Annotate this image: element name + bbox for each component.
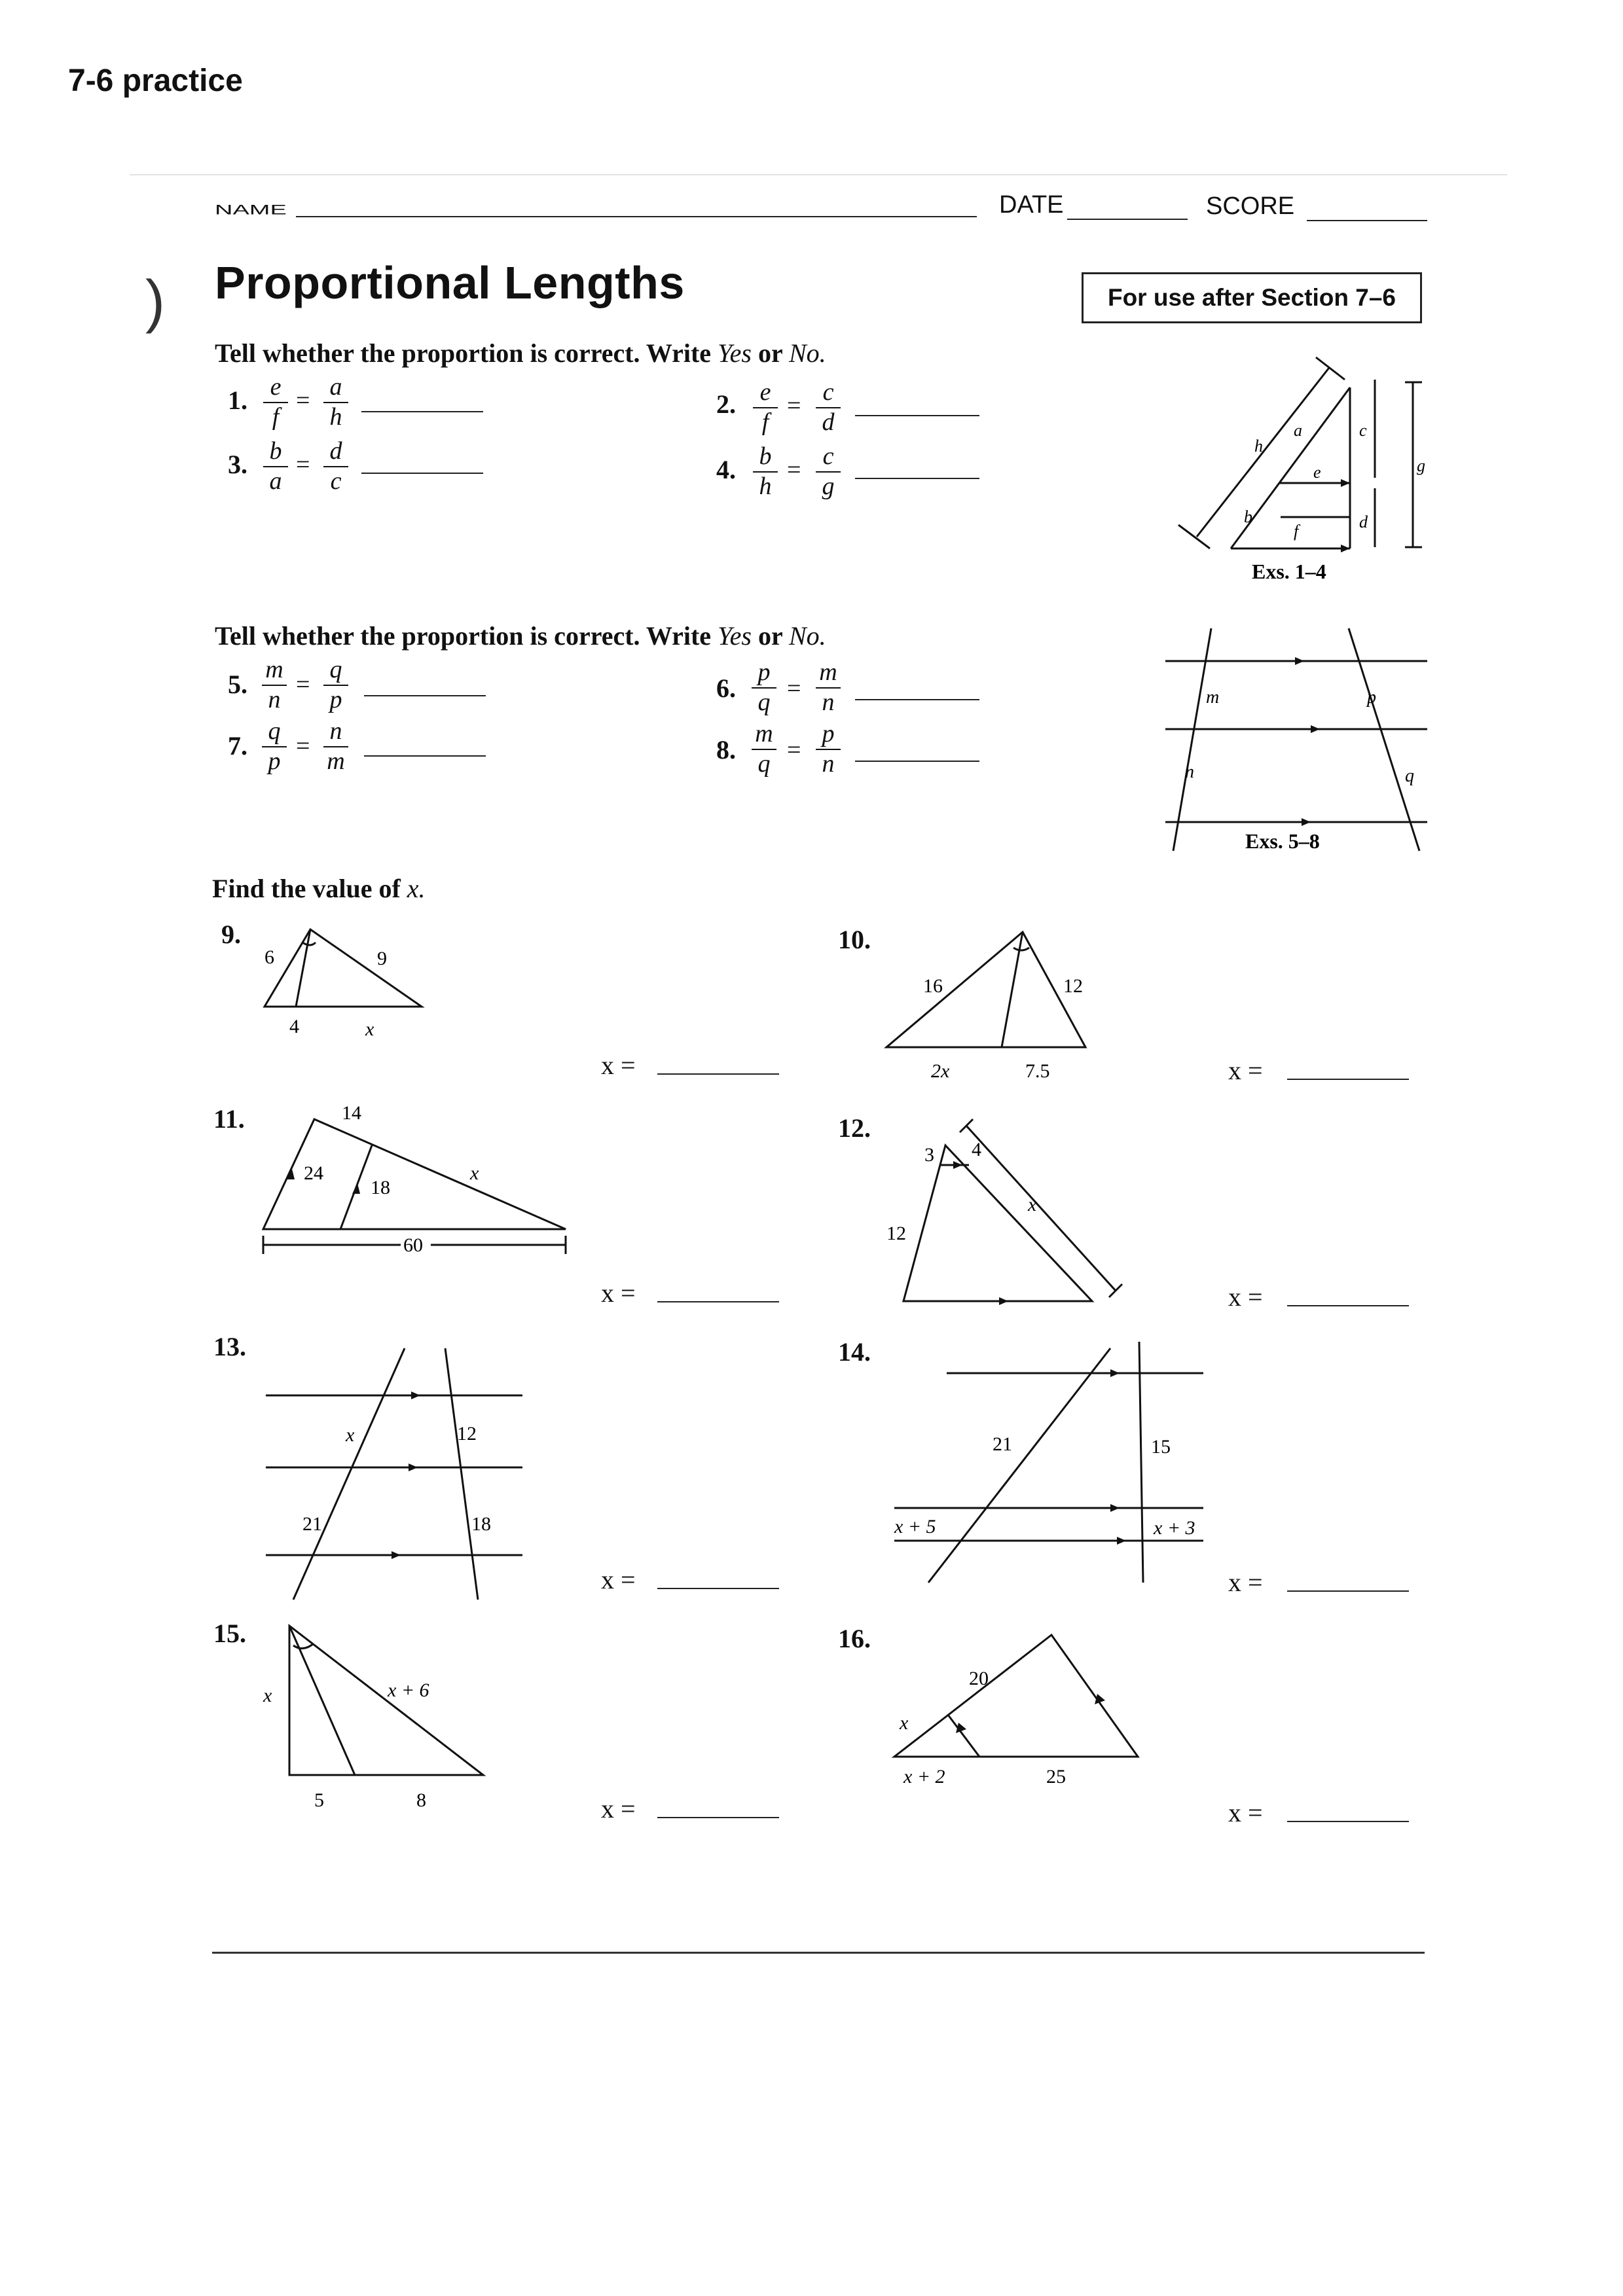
- problem-16-answer-field[interactable]: [1287, 1821, 1409, 1822]
- arrow-marker: [1110, 1504, 1120, 1512]
- label-p: p: [1367, 687, 1376, 708]
- exercise-3-left-fraction: [263, 439, 288, 495]
- numerator: q: [268, 717, 281, 745]
- exercise-8-number: 8.: [716, 735, 736, 764]
- exercise-1-right-fraction: [323, 374, 348, 431]
- problem-14-figure: [884, 1342, 1224, 1604]
- or-word: or: [751, 338, 789, 368]
- worksheet-title: Proportional Lengths: [215, 257, 685, 308]
- exercise-7-left-fraction: [262, 719, 287, 775]
- denominator: a: [269, 467, 282, 495]
- label-a: a: [1294, 421, 1302, 440]
- label-n: n: [1185, 762, 1194, 782]
- problem-15-number: 15.: [213, 1619, 246, 1648]
- numerator: p: [822, 720, 835, 747]
- problem-13-number: 13.: [213, 1332, 246, 1361]
- problem-12-answer-label: x =: [1228, 1282, 1263, 1312]
- triangle: [264, 929, 422, 1007]
- denominator: q: [757, 688, 771, 716]
- label-15: 15: [1151, 1436, 1171, 1458]
- problem-12-answer-field[interactable]: [1287, 1305, 1409, 1306]
- equals-sign: =: [296, 732, 310, 760]
- problem-12-figure: [877, 1113, 1152, 1316]
- arrow-marker: [999, 1297, 1008, 1305]
- equals-sign: =: [787, 456, 801, 484]
- tick-end-top: [1316, 357, 1345, 380]
- label-b: b: [1244, 507, 1252, 526]
- label-x: x: [470, 1162, 479, 1184]
- bottom-divider: [212, 1952, 1425, 1954]
- exercise-5-answer-field[interactable]: [364, 695, 486, 696]
- label-top: 14: [342, 1102, 361, 1124]
- denominator: p: [329, 685, 342, 713]
- problem-9-answer-label: x =: [601, 1050, 636, 1080]
- tick-end-bottom: [1178, 525, 1210, 548]
- no-word: No.: [788, 338, 826, 368]
- exercise-5-right-fraction: [323, 657, 348, 713]
- parallel-segment: [948, 1715, 979, 1757]
- numerator: a: [329, 373, 342, 401]
- exercise-2-left-fraction: [753, 380, 778, 436]
- label-4: 4: [972, 1139, 981, 1160]
- arrow-marker: [1295, 657, 1304, 665]
- numerator: b: [759, 442, 772, 470]
- problem-15-figure: [255, 1617, 504, 1813]
- arrow-marker: [1341, 545, 1350, 552]
- denominator: n: [268, 685, 281, 713]
- exercise-7-right-fraction: [323, 719, 348, 775]
- problem-10-answer-field[interactable]: [1287, 1079, 1409, 1080]
- label-f: f: [1294, 522, 1299, 541]
- problem-13-answer-field[interactable]: [657, 1588, 779, 1589]
- problem-13-figure: [255, 1342, 537, 1604]
- part2-instruction: [215, 620, 826, 651]
- arrow-marker: [1311, 725, 1320, 733]
- problem-10-figure: [877, 923, 1100, 1086]
- problem-14-answer-label: x =: [1228, 1568, 1263, 1597]
- angle-mark: [302, 942, 316, 945]
- exercise-2-number: 2.: [716, 389, 736, 419]
- denominator: g: [822, 472, 835, 500]
- numerator: b: [269, 437, 282, 465]
- exercise-6-left-fraction: [752, 660, 776, 716]
- denominator: d: [822, 408, 835, 436]
- transversal-line: [1197, 368, 1329, 537]
- or-word: or: [751, 621, 789, 651]
- triangle: [886, 932, 1085, 1047]
- instruction-text: Tell whether the proportion is correct. Write: [215, 621, 718, 651]
- numerator: p: [757, 658, 771, 686]
- problem-16-answer-label: x =: [1228, 1798, 1263, 1827]
- numerator: m: [265, 656, 283, 683]
- label-side-left: 6: [264, 946, 274, 968]
- transversal-left: [293, 1348, 405, 1600]
- numerator: n: [329, 717, 342, 745]
- arrow-marker: [1302, 818, 1311, 826]
- exercise-4-number: 4.: [716, 455, 736, 484]
- exercise-7-number: 7.: [228, 731, 247, 761]
- label-3: 3: [924, 1144, 934, 1166]
- label-x-plus-5: x + 5: [894, 1516, 936, 1537]
- arrow-marker: [411, 1391, 420, 1399]
- denominator: f: [761, 408, 769, 436]
- part1-instruction: [215, 338, 826, 368]
- date-label: DATE: [999, 191, 1064, 219]
- numerator: c: [822, 378, 834, 406]
- label-x-plus-2: x + 2: [903, 1766, 945, 1787]
- label-x: x: [346, 1424, 355, 1446]
- problem-14-number: 14.: [838, 1337, 871, 1367]
- label-c: c: [1359, 421, 1367, 440]
- label-m: m: [1206, 687, 1220, 708]
- label-e: e: [1313, 463, 1321, 482]
- label-q: q: [1405, 766, 1414, 786]
- numerator: e: [759, 378, 771, 406]
- label-d: d: [1359, 512, 1368, 531]
- numerator: c: [822, 442, 834, 470]
- denominator: h: [329, 403, 342, 431]
- triangle: [894, 1635, 1138, 1757]
- label-60: 60: [403, 1234, 423, 1256]
- section-note-box: For use after Section 7–6: [1082, 272, 1422, 323]
- label-21: 21: [302, 1513, 322, 1535]
- numerator: m: [819, 658, 837, 686]
- label-12: 12: [457, 1423, 477, 1444]
- exercise-5-number: 5.: [228, 670, 247, 699]
- label-18: 18: [471, 1513, 491, 1535]
- problem-11-number: 11.: [213, 1104, 245, 1134]
- figure-exs-1-4: [1178, 340, 1440, 589]
- label-base-right: 7.5: [1025, 1060, 1050, 1082]
- problem-11-figure: [255, 1102, 583, 1270]
- angle-mark: [293, 1644, 313, 1649]
- label-20: 20: [969, 1668, 989, 1689]
- exercise-6-answer-field[interactable]: [855, 699, 979, 700]
- label-x-plus-3: x + 3: [1154, 1517, 1195, 1539]
- score-label: SCORE: [1206, 192, 1295, 220]
- arrow-marker: [1110, 1369, 1120, 1377]
- margin-bracket: ): [145, 269, 165, 334]
- problem-15-answer-label: x =: [601, 1794, 636, 1823]
- exercise-2-right-fraction: [816, 380, 841, 436]
- yes-word: Yes: [718, 621, 752, 651]
- exercise-8-left-fraction: [752, 721, 776, 778]
- exercise-7-answer-field[interactable]: [364, 755, 486, 757]
- problem-16-number: 16.: [838, 1624, 871, 1653]
- caption-exs-1-4: Exs. 1–4: [1252, 560, 1326, 583]
- problem-9-answer-field[interactable]: [657, 1073, 779, 1075]
- date-field[interactable]: [1067, 219, 1188, 220]
- transversal-right: [1139, 1342, 1143, 1583]
- problem-10-answer-label: x =: [1228, 1056, 1263, 1085]
- triangle: [903, 1145, 1092, 1301]
- numerator: q: [329, 656, 342, 683]
- label-side-left: 16: [923, 975, 943, 997]
- label-8: 8: [416, 1789, 426, 1811]
- label-g: g: [1417, 456, 1425, 475]
- exercise-3-number: 3.: [228, 450, 247, 479]
- yes-word: Yes: [718, 338, 752, 368]
- label-left-side: 24: [304, 1162, 323, 1184]
- equals-sign: =: [787, 392, 801, 420]
- label-x: x: [900, 1712, 909, 1734]
- problem-11-answer-field[interactable]: [657, 1301, 779, 1302]
- problem-15-answer-field[interactable]: [657, 1817, 779, 1818]
- exercise-2-answer-field[interactable]: [855, 415, 979, 416]
- denominator: f: [272, 403, 280, 431]
- label-h: h: [1254, 437, 1263, 456]
- score-field[interactable]: [1307, 220, 1427, 221]
- page-title: 7-6 practice: [68, 63, 243, 98]
- exercise-3-right-fraction: [323, 439, 348, 495]
- label-segment: 18: [371, 1177, 390, 1198]
- arrow-marker: [392, 1551, 401, 1559]
- arrow-marker: [1117, 1537, 1126, 1545]
- label-base-right: x: [365, 1018, 374, 1040]
- problem-14-answer-field[interactable]: [1287, 1590, 1409, 1592]
- label-12: 12: [886, 1223, 906, 1244]
- figure-exs-5-8: [1159, 628, 1434, 857]
- problem-10-number: 10.: [838, 925, 871, 954]
- name-label: NAME: [215, 202, 287, 218]
- denominator: n: [822, 688, 835, 716]
- part3-instruction: [212, 873, 426, 904]
- denominator: q: [757, 749, 771, 778]
- label-side-right: 9: [377, 948, 387, 969]
- equals-sign: =: [296, 671, 310, 698]
- label-5: 5: [314, 1789, 324, 1811]
- caption-exs-5-8: Exs. 5–8: [1245, 829, 1320, 853]
- numerator: d: [329, 437, 342, 465]
- no-word: No.: [788, 621, 826, 651]
- instruction-text: Tell whether the proportion is correct. Write: [215, 338, 718, 368]
- exercise-4-answer-field[interactable]: [855, 478, 979, 479]
- problem-16-figure: [884, 1623, 1159, 1806]
- exercise-8-right-fraction: [816, 721, 841, 778]
- transversal-left: [928, 1348, 1110, 1583]
- exercise-5-left-fraction: [262, 657, 287, 713]
- exercise-8-answer-field[interactable]: [855, 761, 979, 762]
- exercise-6-number: 6.: [716, 673, 736, 703]
- exercise-1-answer-field[interactable]: [361, 411, 483, 412]
- name-field[interactable]: [296, 216, 977, 217]
- equals-sign: =: [296, 451, 310, 478]
- label-21: 21: [993, 1433, 1012, 1455]
- exercise-4-right-fraction: [816, 444, 841, 500]
- label-x: x: [1028, 1194, 1037, 1215]
- instruction-text: Find the value of: [212, 874, 407, 903]
- label-25: 25: [1046, 1766, 1066, 1787]
- numerator: m: [755, 720, 773, 747]
- label-x-plus-6: x + 6: [388, 1679, 429, 1701]
- denominator: c: [330, 467, 342, 495]
- problem-13-answer-label: x =: [601, 1565, 636, 1594]
- problem-12-number: 12.: [838, 1113, 871, 1143]
- arrow-marker: [1341, 479, 1350, 487]
- numerator: e: [270, 373, 282, 401]
- triangle: [289, 1626, 483, 1775]
- denominator: n: [822, 749, 835, 778]
- problem-9-figure: [255, 916, 439, 1054]
- problem-11-answer-label: x =: [601, 1278, 636, 1308]
- measure-line: [966, 1126, 1116, 1291]
- exercise-3-answer-field[interactable]: [361, 473, 483, 474]
- equals-sign: =: [787, 736, 801, 764]
- arrow-marker: [409, 1463, 418, 1471]
- denominator: h: [759, 472, 772, 500]
- denominator: m: [327, 747, 345, 775]
- problem-9-number: 9.: [221, 920, 241, 949]
- exercise-4-left-fraction: [753, 444, 778, 500]
- x-variable: x.: [407, 874, 426, 903]
- label-base-left: 4: [289, 1016, 299, 1037]
- label-x: x: [263, 1685, 272, 1706]
- exercise-1-left-fraction: [263, 374, 288, 431]
- top-divider: [130, 174, 1507, 175]
- label-side-right: 12: [1063, 975, 1083, 997]
- angle-mark: [1013, 948, 1029, 950]
- exercise-6-right-fraction: [816, 660, 841, 716]
- label-base-left: 2x: [931, 1060, 950, 1082]
- transversal-right: [445, 1348, 478, 1600]
- denominator: p: [268, 747, 281, 775]
- equals-sign: =: [787, 675, 801, 702]
- equals-sign: =: [296, 387, 310, 414]
- exercise-1-number: 1.: [228, 386, 247, 415]
